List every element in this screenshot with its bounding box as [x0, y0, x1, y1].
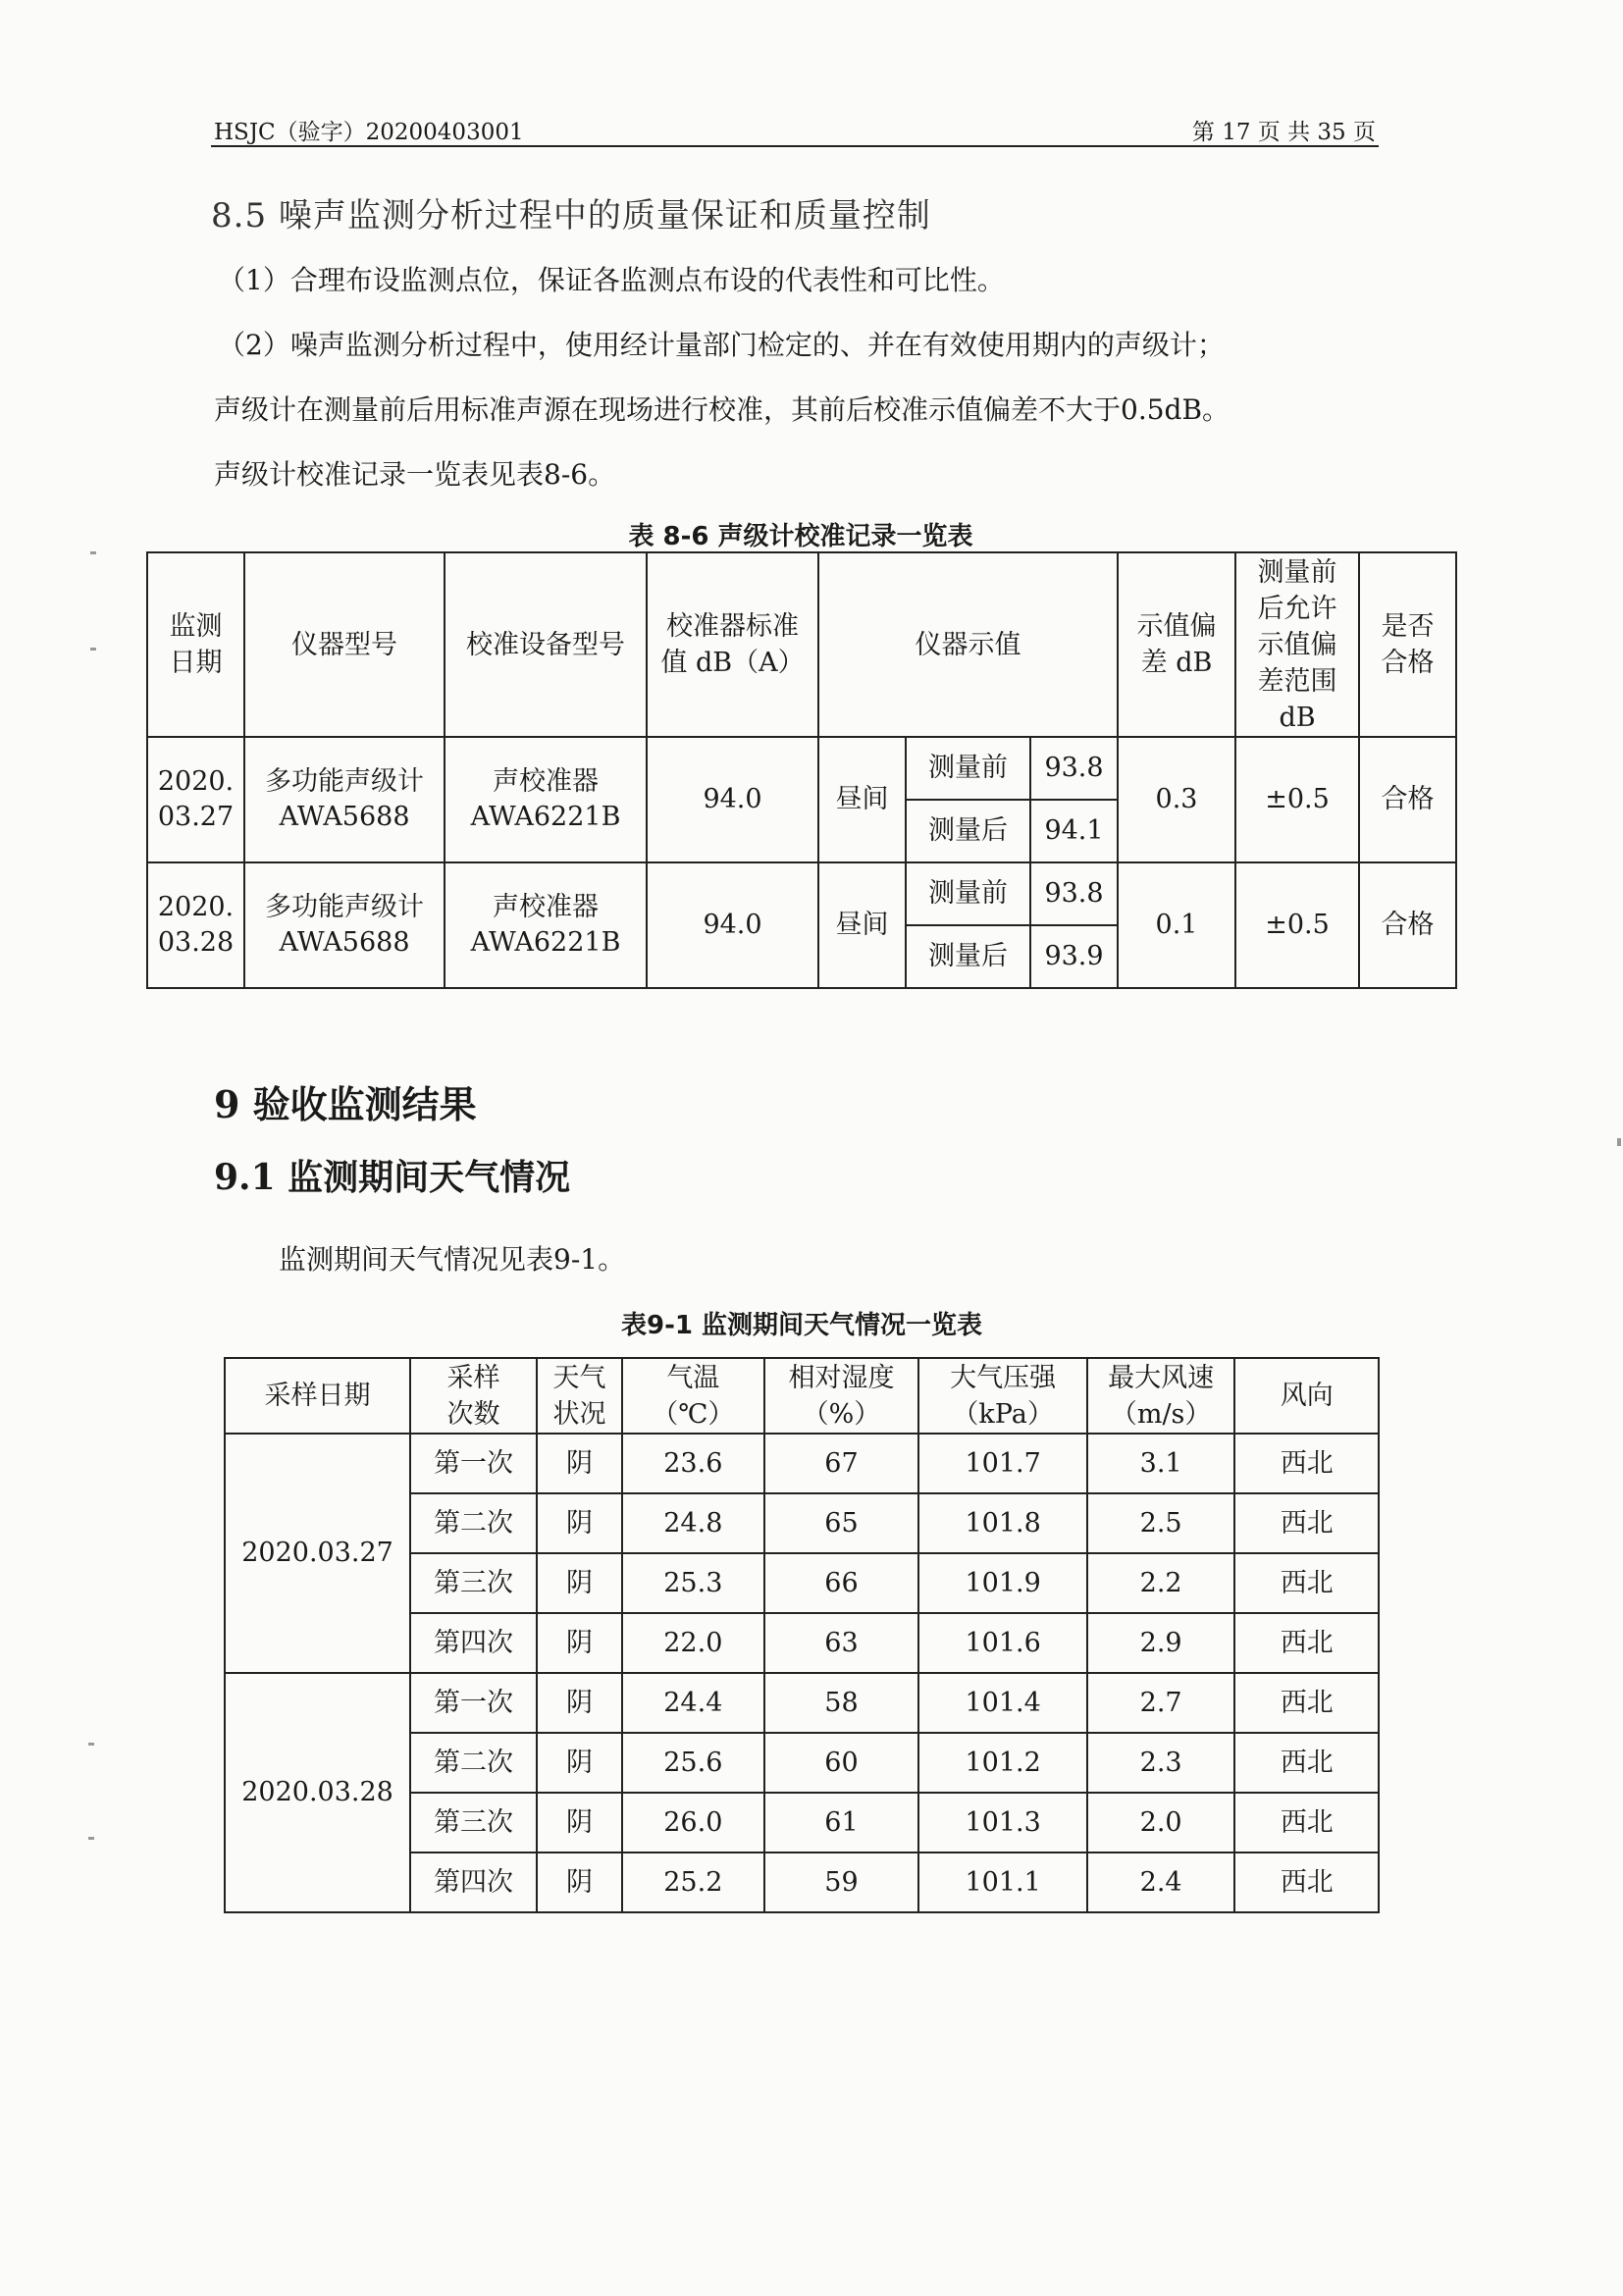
cell-pressure: 101.9 [918, 1553, 1086, 1613]
cell-wind-speed: 2.5 [1087, 1493, 1235, 1553]
cell-before-value: 93.8 [1030, 862, 1118, 925]
document-code: HSJC（验字）20200403001 [214, 120, 524, 145]
cell-calib-model: 声校准器 AWA6221B [445, 737, 647, 862]
scan-speck [1617, 1138, 1621, 1146]
cell-sample-date: 2020.03.27 [225, 1434, 410, 1673]
cell-temperature: 25.3 [622, 1553, 763, 1613]
cell-pressure: 101.8 [918, 1493, 1086, 1553]
page-header [211, 110, 1379, 147]
cell-wind-direction: 西北 [1234, 1613, 1379, 1673]
table-row [225, 1434, 1379, 1493]
cell-pressure: 101.1 [918, 1852, 1086, 1912]
paragraph-2-line-2: 声级计在测量前后用标准声源在现场进行校准，其前后校准示值偏差不大于0.5dB。 [214, 393, 1230, 426]
cell-weather: 阴 [537, 1733, 622, 1793]
cell-pressure: 101.6 [918, 1613, 1086, 1673]
table-9-1-caption: 表9-1 监测期间天气情况一览表 [620, 1311, 983, 1340]
cell-temperature: 26.0 [622, 1793, 763, 1852]
cell-sample-count: 第一次 [410, 1673, 537, 1733]
cell-before-value: 93.8 [1030, 737, 1118, 800]
cell-wind-direction: 西北 [1234, 1733, 1379, 1793]
cell-period: 昼间 [818, 862, 906, 988]
table-9-1-header-row [225, 1358, 1379, 1434]
cell-wind-direction: 西北 [1234, 1852, 1379, 1912]
section-9-heading: 9 验收监测结果 [214, 1082, 477, 1126]
cell-period: 昼间 [818, 737, 906, 862]
cell-range: ±0.5 [1235, 737, 1359, 862]
cell-wind-speed: 2.9 [1087, 1613, 1235, 1673]
cell-humidity: 65 [764, 1493, 919, 1553]
cell-after-value: 94.1 [1030, 800, 1118, 862]
cell-standard-value: 94.0 [647, 737, 818, 862]
cell-humidity: 66 [764, 1553, 919, 1613]
header-pressure: 大气压强 （kPa） [918, 1358, 1086, 1434]
cell-sample-count: 第二次 [410, 1733, 537, 1793]
cell-sample-count: 第四次 [410, 1852, 537, 1912]
header-weather: 天气 状况 [537, 1358, 622, 1434]
cell-wind-direction: 西北 [1234, 1553, 1379, 1613]
page-number: 第 17 页 共 35 页 [1191, 120, 1376, 145]
cell-wind-speed: 2.4 [1087, 1852, 1235, 1912]
header-sample-count: 采样 次数 [410, 1358, 537, 1434]
table-8-6 [146, 551, 1457, 989]
cell-weather: 阴 [537, 1613, 622, 1673]
cell-sample-count: 第四次 [410, 1613, 537, 1673]
scan-speck [90, 551, 96, 554]
cell-deviation: 0.1 [1118, 862, 1235, 988]
cell-range: ±0.5 [1235, 862, 1359, 988]
cell-weather: 阴 [537, 1852, 622, 1912]
cell-humidity: 67 [764, 1434, 919, 1493]
header-temperature: 气温 （℃） [622, 1358, 763, 1434]
cell-humidity: 63 [764, 1613, 919, 1673]
table-8-6-header-row [147, 552, 1456, 737]
cell-date: 2020. 03.28 [147, 862, 244, 988]
paragraph-2-line-3: 声级计校准记录一览表见表8-6。 [214, 458, 616, 491]
cell-before-label: 测量前 [906, 862, 1030, 925]
cell-wind-speed: 2.0 [1087, 1793, 1235, 1852]
header-allowed-range: 测量前 后允许 示值偏 差范围 dB [1235, 552, 1359, 737]
header-date: 监测 日期 [147, 552, 244, 737]
section-8-5-heading: 8.5 噪声监测分析过程中的质量保证和质量控制 [211, 196, 931, 235]
cell-temperature: 24.8 [622, 1493, 763, 1553]
table-row [225, 1673, 1379, 1733]
cell-weather: 阴 [537, 1673, 622, 1733]
cell-date: 2020. 03.27 [147, 737, 244, 862]
cell-sample-date: 2020.03.28 [225, 1673, 410, 1912]
cell-pressure: 101.7 [918, 1434, 1086, 1493]
cell-temperature: 25.6 [622, 1733, 763, 1793]
header-model: 仪器型号 [244, 552, 445, 737]
header-wind-speed: 最大风速 （m/s） [1087, 1358, 1235, 1434]
cell-calib-model: 声校准器 AWA6221B [445, 862, 647, 988]
cell-wind-direction: 西北 [1234, 1673, 1379, 1733]
header-humidity: 相对湿度 （%） [764, 1358, 919, 1434]
cell-before-label: 测量前 [906, 737, 1030, 800]
scan-speck [88, 1837, 94, 1840]
cell-pressure: 101.4 [918, 1673, 1086, 1733]
cell-wind-direction: 西北 [1234, 1793, 1379, 1852]
cell-weather: 阴 [537, 1793, 622, 1852]
cell-weather: 阴 [537, 1553, 622, 1613]
table-row [147, 737, 1456, 800]
header-calib-model: 校准设备型号 [445, 552, 647, 737]
cell-pressure: 101.2 [918, 1733, 1086, 1793]
cell-wind-speed: 2.7 [1087, 1673, 1235, 1733]
cell-after-label: 测量后 [906, 925, 1030, 988]
cell-after-label: 测量后 [906, 800, 1030, 862]
cell-deviation: 0.3 [1118, 737, 1235, 862]
cell-humidity: 59 [764, 1852, 919, 1912]
paragraph-2-line-1: （2）噪声监测分析过程中，使用经计量部门检定的、并在有效使用期内的声级计； [218, 329, 1225, 361]
cell-wind-speed: 2.2 [1087, 1553, 1235, 1613]
header-deviation: 示值偏 差 dB [1118, 552, 1235, 737]
table-row [147, 862, 1456, 925]
cell-after-value: 93.9 [1030, 925, 1118, 988]
cell-humidity: 60 [764, 1733, 919, 1793]
cell-sample-count: 第三次 [410, 1793, 537, 1852]
cell-temperature: 24.4 [622, 1673, 763, 1733]
cell-pressure: 101.3 [918, 1793, 1086, 1852]
cell-wind-direction: 西北 [1234, 1434, 1379, 1493]
cell-wind-speed: 3.1 [1087, 1434, 1235, 1493]
cell-weather: 阴 [537, 1434, 622, 1493]
scan-speck [88, 1743, 94, 1746]
table-9-1 [224, 1357, 1380, 1913]
cell-pass: 合格 [1359, 862, 1456, 988]
header-reading: 仪器示值 [818, 552, 1118, 737]
header-standard-value: 校准器标准 值 dB（A） [647, 552, 818, 737]
scan-speck [90, 648, 96, 651]
cell-wind-speed: 2.3 [1087, 1733, 1235, 1793]
header-wind-direction: 风向 [1234, 1358, 1379, 1434]
header-pass: 是否 合格 [1359, 552, 1456, 737]
section-9-1-paragraph: 监测期间天气情况见表9-1。 [279, 1243, 626, 1276]
table-8-6-caption: 表 8-6 声级计校准记录一览表 [628, 522, 973, 551]
cell-model: 多功能声级计 AWA5688 [244, 862, 445, 988]
section-9-1-heading: 9.1 监测期间天气情况 [214, 1157, 571, 1198]
cell-temperature: 23.6 [622, 1434, 763, 1493]
cell-sample-count: 第一次 [410, 1434, 537, 1493]
cell-standard-value: 94.0 [647, 862, 818, 988]
cell-sample-count: 第三次 [410, 1553, 537, 1613]
cell-weather: 阴 [537, 1493, 622, 1553]
cell-sample-count: 第二次 [410, 1493, 537, 1553]
header-sample-date: 采样日期 [225, 1358, 410, 1434]
cell-model: 多功能声级计 AWA5688 [244, 737, 445, 862]
cell-wind-direction: 西北 [1234, 1493, 1379, 1553]
cell-humidity: 58 [764, 1673, 919, 1733]
cell-temperature: 25.2 [622, 1852, 763, 1912]
cell-humidity: 61 [764, 1793, 919, 1852]
cell-pass: 合格 [1359, 737, 1456, 862]
cell-temperature: 22.0 [622, 1613, 763, 1673]
paragraph-1: （1）合理布设监测点位，保证各监测点布设的代表性和可比性。 [218, 264, 1005, 296]
